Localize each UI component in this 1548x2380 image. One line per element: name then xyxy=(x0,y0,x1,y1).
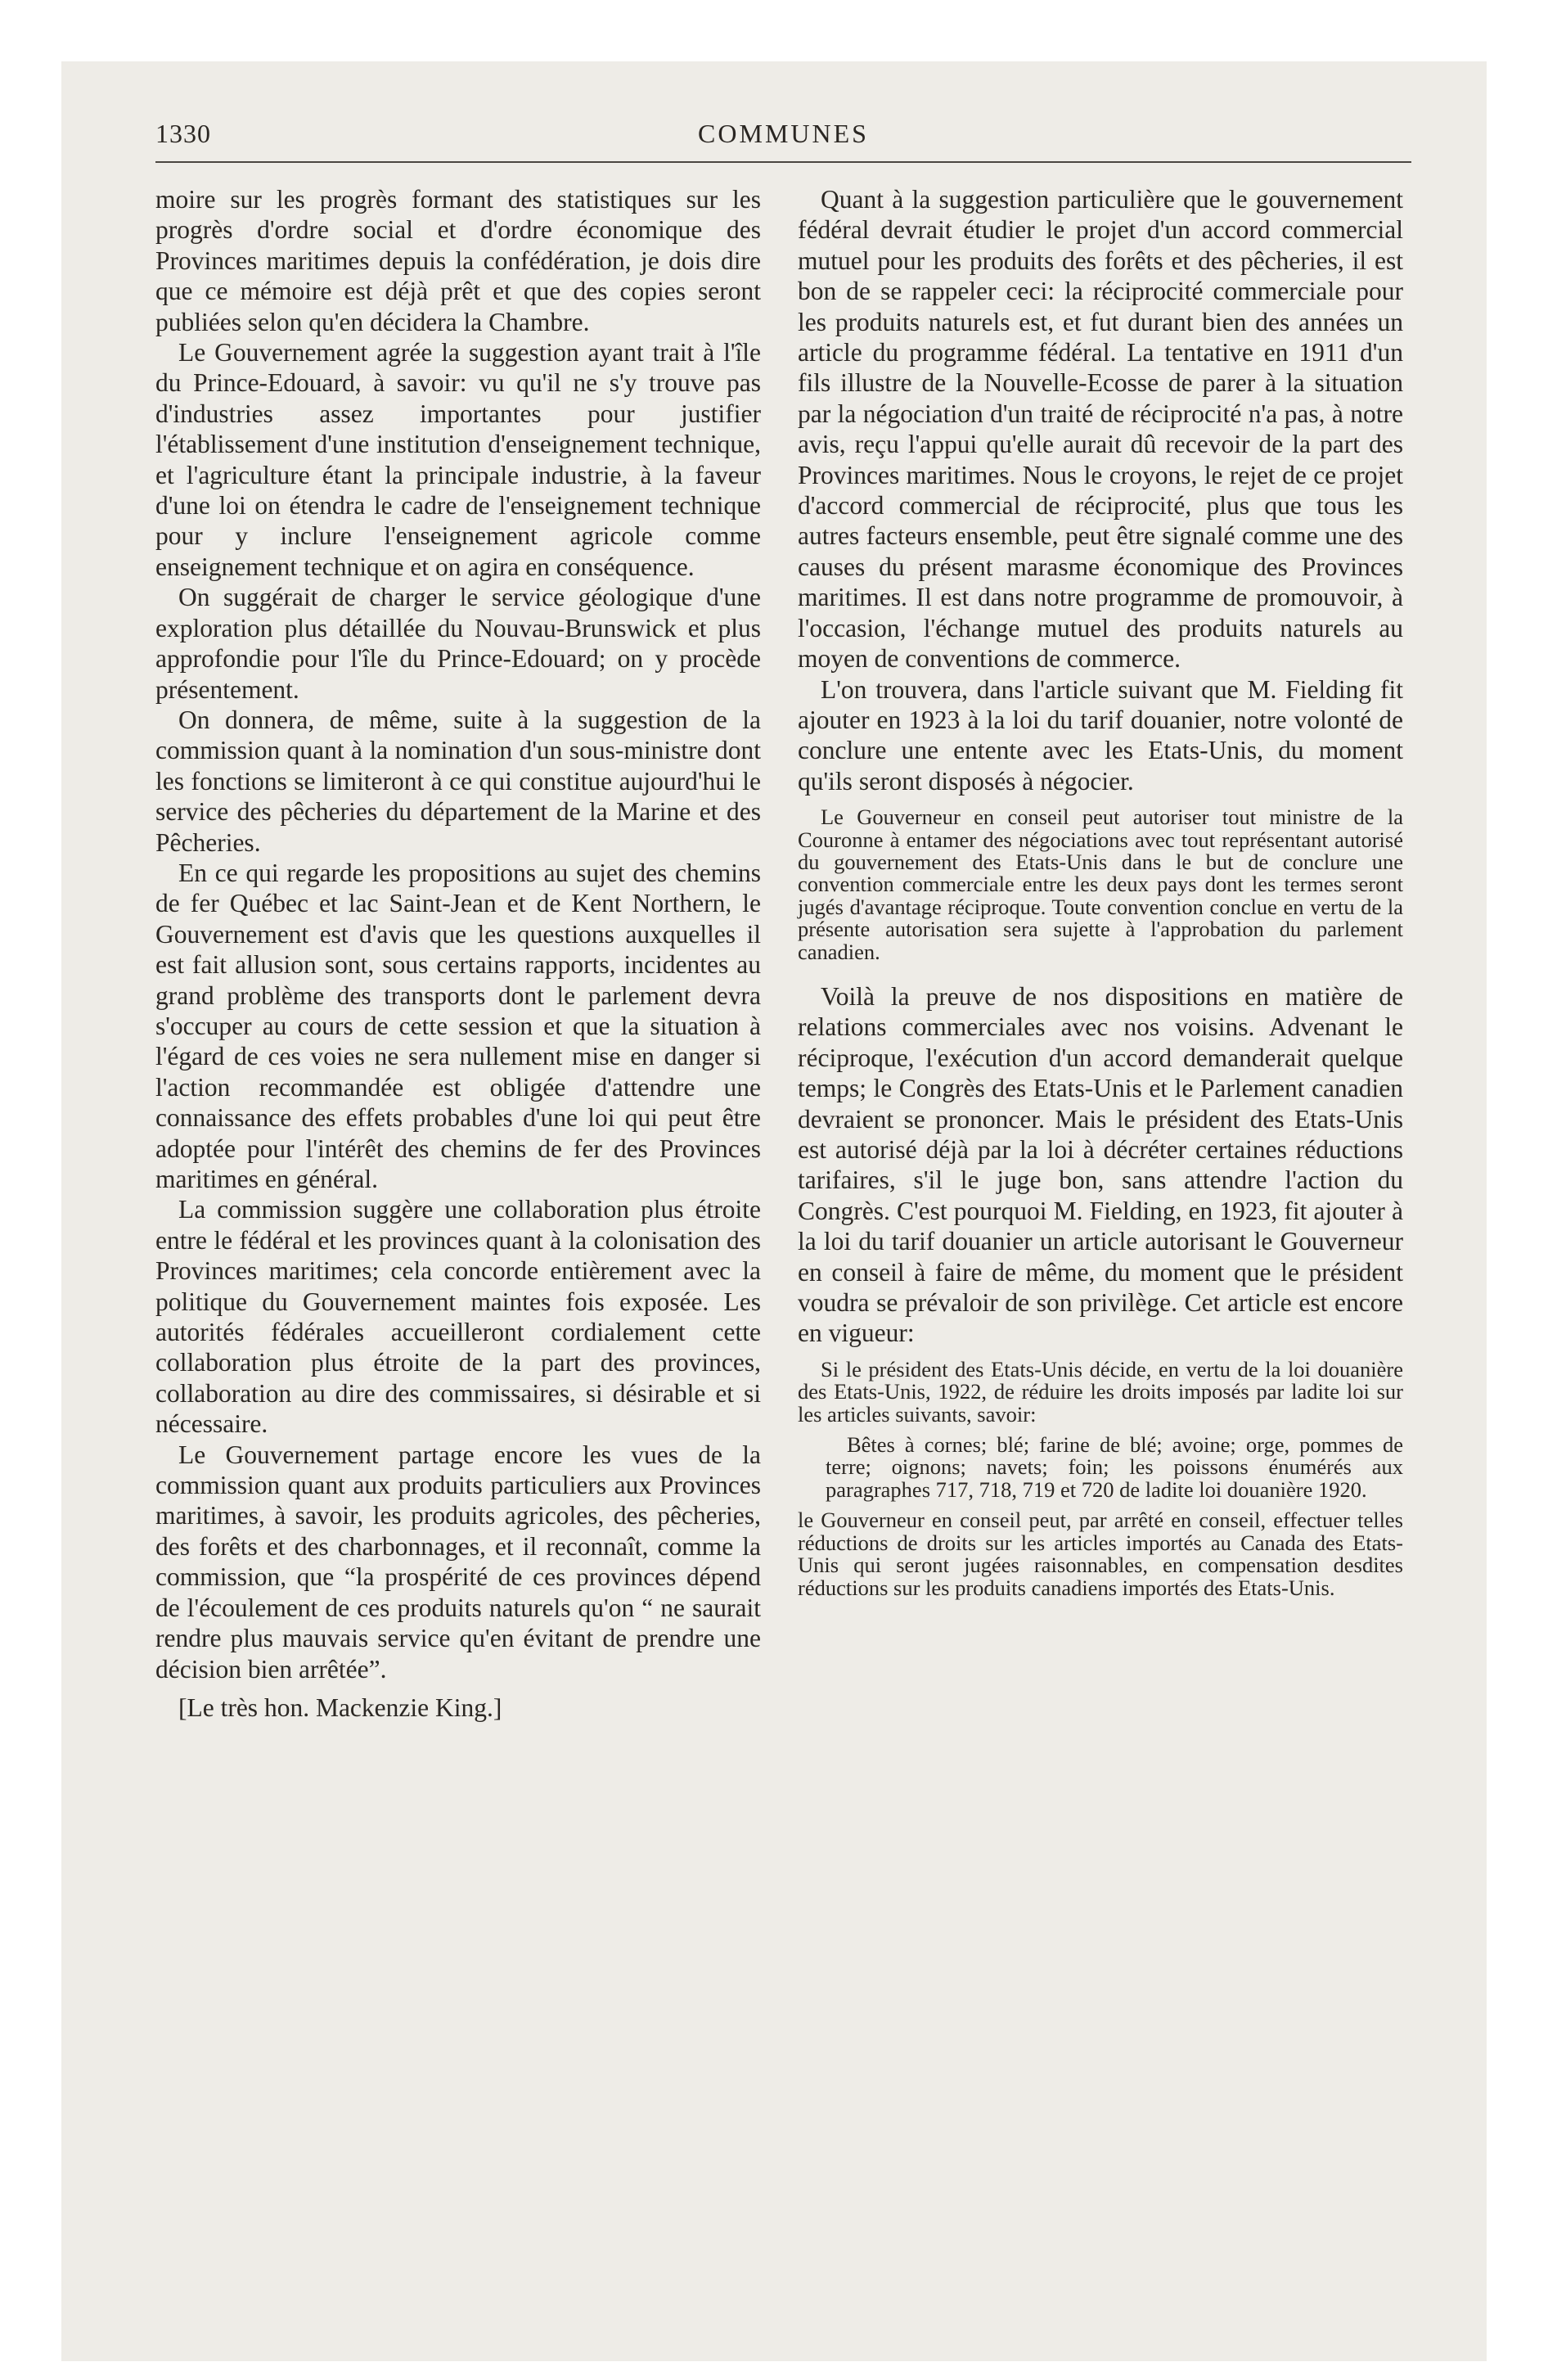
quoted-statute-conclusion: le Gouverneur en conseil peut, par arrêté en conseil, effectuer telles réductions de droits sur les articles importés au Canada des Etats-Unis qui seront jugées raisonnables, en compensation desdites réductions sur les produits canadiens importés des Etats-Unis. xyxy=(798,1508,1403,1600)
scanned-page xyxy=(61,61,1487,2361)
left-column xyxy=(155,184,761,1723)
header-rule xyxy=(155,161,1411,163)
paragraph: Le Gouvernement agrée la suggestion ayant trait à l'île du Prince-Edouard, à savoir: vu qu'il ne s'y trouve pas d'industries assez importantes pour justifier l'établissement d'une institution d'enseignement technique, et l'agriculture étant la principale industrie, à la faveur d'une loi on étendra le cadre de l'enseignement technique pour y inclure l'enseignement agricole comme enseignement technique et on agira en conséquence. xyxy=(155,338,761,581)
paragraph: En ce qui regarde les propositions au sujet des chemins de fer Québec et lac Saint-Jean et de Kent Northern, le Gouvernement est d'avis que les questions auxquelles il est fait allusion sont, sous certains rapports, incidentes au grand problème des transports dont le parlement devra s'occuper au cours de cette session et que la situation à l'égard de ces voies ne sera nullement mise en danger si l'action recommandée est obligée d'attendre une connaissance des effets probables d'une loi qui peut être adoptée pour l'intérêt des chemins de fer des Provinces maritimes en général. xyxy=(155,858,761,1193)
paragraph: moire sur les progrès formant des statistiques sur les progrès d'ordre social et d'ordre économique des Provinces maritimes depuis la confédération, je dois dire que ce mémoire est déjà prêt et que des copies seront publiées selon qu'en décidera la Chambre. xyxy=(155,185,761,336)
paragraph: Voilà la preuve de nos dispositions en matière de relations commerciales avec nos voisins. Advenant le réciproque, l'exécution d'un accord demanderait quelque temps; le Congrès des Etats-Unis et le Parlement canadien devraient se prononcer. Mais le président des Etats-Unis est autorisé déjà par la loi à décréter certaines réductions tarifaires, s'il le juge bon, sans attendre l'action du Congrès. C'est pourquoi M. Fielding, en 1923, fit ajouter à la loi du tarif douanier un article autorisant le Gouverneur en conseil à faire de même, du moment que le président voudra se prévaloir de son privilège. Cet article est encore en vigueur: xyxy=(798,981,1403,1348)
running-title: COMMUNES xyxy=(698,119,869,148)
paragraph: L'on trouvera, dans l'article suivant que M. Fielding fit ajouter en 1923 à la loi du tarif douanier, notre volonté de conclure une entente avec les Etats-Unis, du moment qu'ils seront disposés à négocier. xyxy=(798,674,1403,796)
paragraph: Le Gouvernement partage encore les vues de la commission quant aux produits particuliers aux Provinces maritimes, à savoir, les produits agricoles, des pêcheries, des forêts et des charbonnages, et il reconnaît, comme la commission, que “la prospérité de ces provinces dépend de l'écoulement de ces produits naturels qu'on “ ne saurait rendre plus mauvais service qu'en évitant de prendre une décision bien arrêtée”. xyxy=(155,1440,761,1684)
right-column xyxy=(798,184,1403,1599)
quoted-statute-intro: Si le président des Etats-Unis décide, en vertu de la loi douanière des Etats-Unis, 1922, de réduire les droits imposés par ladite loi sur les articles suivants, savoir: xyxy=(798,1356,1403,1427)
quoted-statute: Le Gouverneur en conseil peut autoriser tout ministre de la Couronne à entamer des négociations avec tout représentant autorisé du gouvernement des Etats-Unis dans le but de conclure une convention commerciale entre les deux pays dont les termes seront jugés d'avantage réciproque. Toute convention conclue en vertu de la présente autorisation sera sujette à l'approbation du parlement canadien. xyxy=(798,805,1403,964)
speaker-attribution: [Le très hon. Mackenzie King.] xyxy=(178,1693,502,1722)
paragraph: On suggérait de charger le service géologique d'une exploration plus détaillée du Nouvau-Brunswick et plus approfondie pour l'île du Prince-Edouard; on y procède présentement. xyxy=(155,583,761,704)
page-number: 1330 xyxy=(155,119,211,148)
paragraph: On donnera, de même, suite à la suggestion de la commission quant à la nomination d'un sous-ministre dont les fonctions se limiteront à ce qui constitue aujourd'hui le service des pêcheries du département de la Marine et des Pêcheries. xyxy=(155,705,761,857)
quoted-statute-items: Bêtes à cornes; blé; farine de blé; avoine; orge, pommes de terre; oignons; navets; foin; les poissons énumérés aux paragraphes 717, 718, 719 et 720 de ladite loi douanière 1920. xyxy=(826,1432,1403,1502)
page-header xyxy=(155,119,1411,151)
paragraph: La commission suggère une collaboration plus étroite entre le fédéral et les provinces quant à la colonisation des Provinces maritimes; cela concorde entièrement avec la politique du Gouvernement maintes fois exposée. Les autorités fédérales accueilleront cordialement cette collaboration plus étroite de la part des provinces, collaboration au dire des commissaires, si désirable et si nécessaire. xyxy=(155,1195,761,1439)
paragraph: Quant à la suggestion particulière que le gouvernement fédéral devrait étudier le projet d'un accord commercial mutuel pour les produits des forêts et des pêcheries, il est bon de se rappeler ceci: la réciprocité commerciale pour les produits naturels est, et fut durant bien des années un article du programme fédéral. La tentative en 1911 d'un fils illustre de la Nouvelle-Ecosse de parer à la situation par la négociation d'un traité de réciprocité n'a pas, à notre avis, reçu l'appui qu'elle aurait dû recevoir de la part des Provinces maritimes. Nous le croyons, le rejet de ce projet d'accord commercial de réciprocité, plus que tous les autres facteurs ensemble, peut être signalé comme une des causes du présent marasme économique des Provinces maritimes. Il est dans notre programme de promouvoir, à l'occasion, l'échange mutuel des produits naturels au moyen de conventions de commerce. xyxy=(798,185,1403,674)
